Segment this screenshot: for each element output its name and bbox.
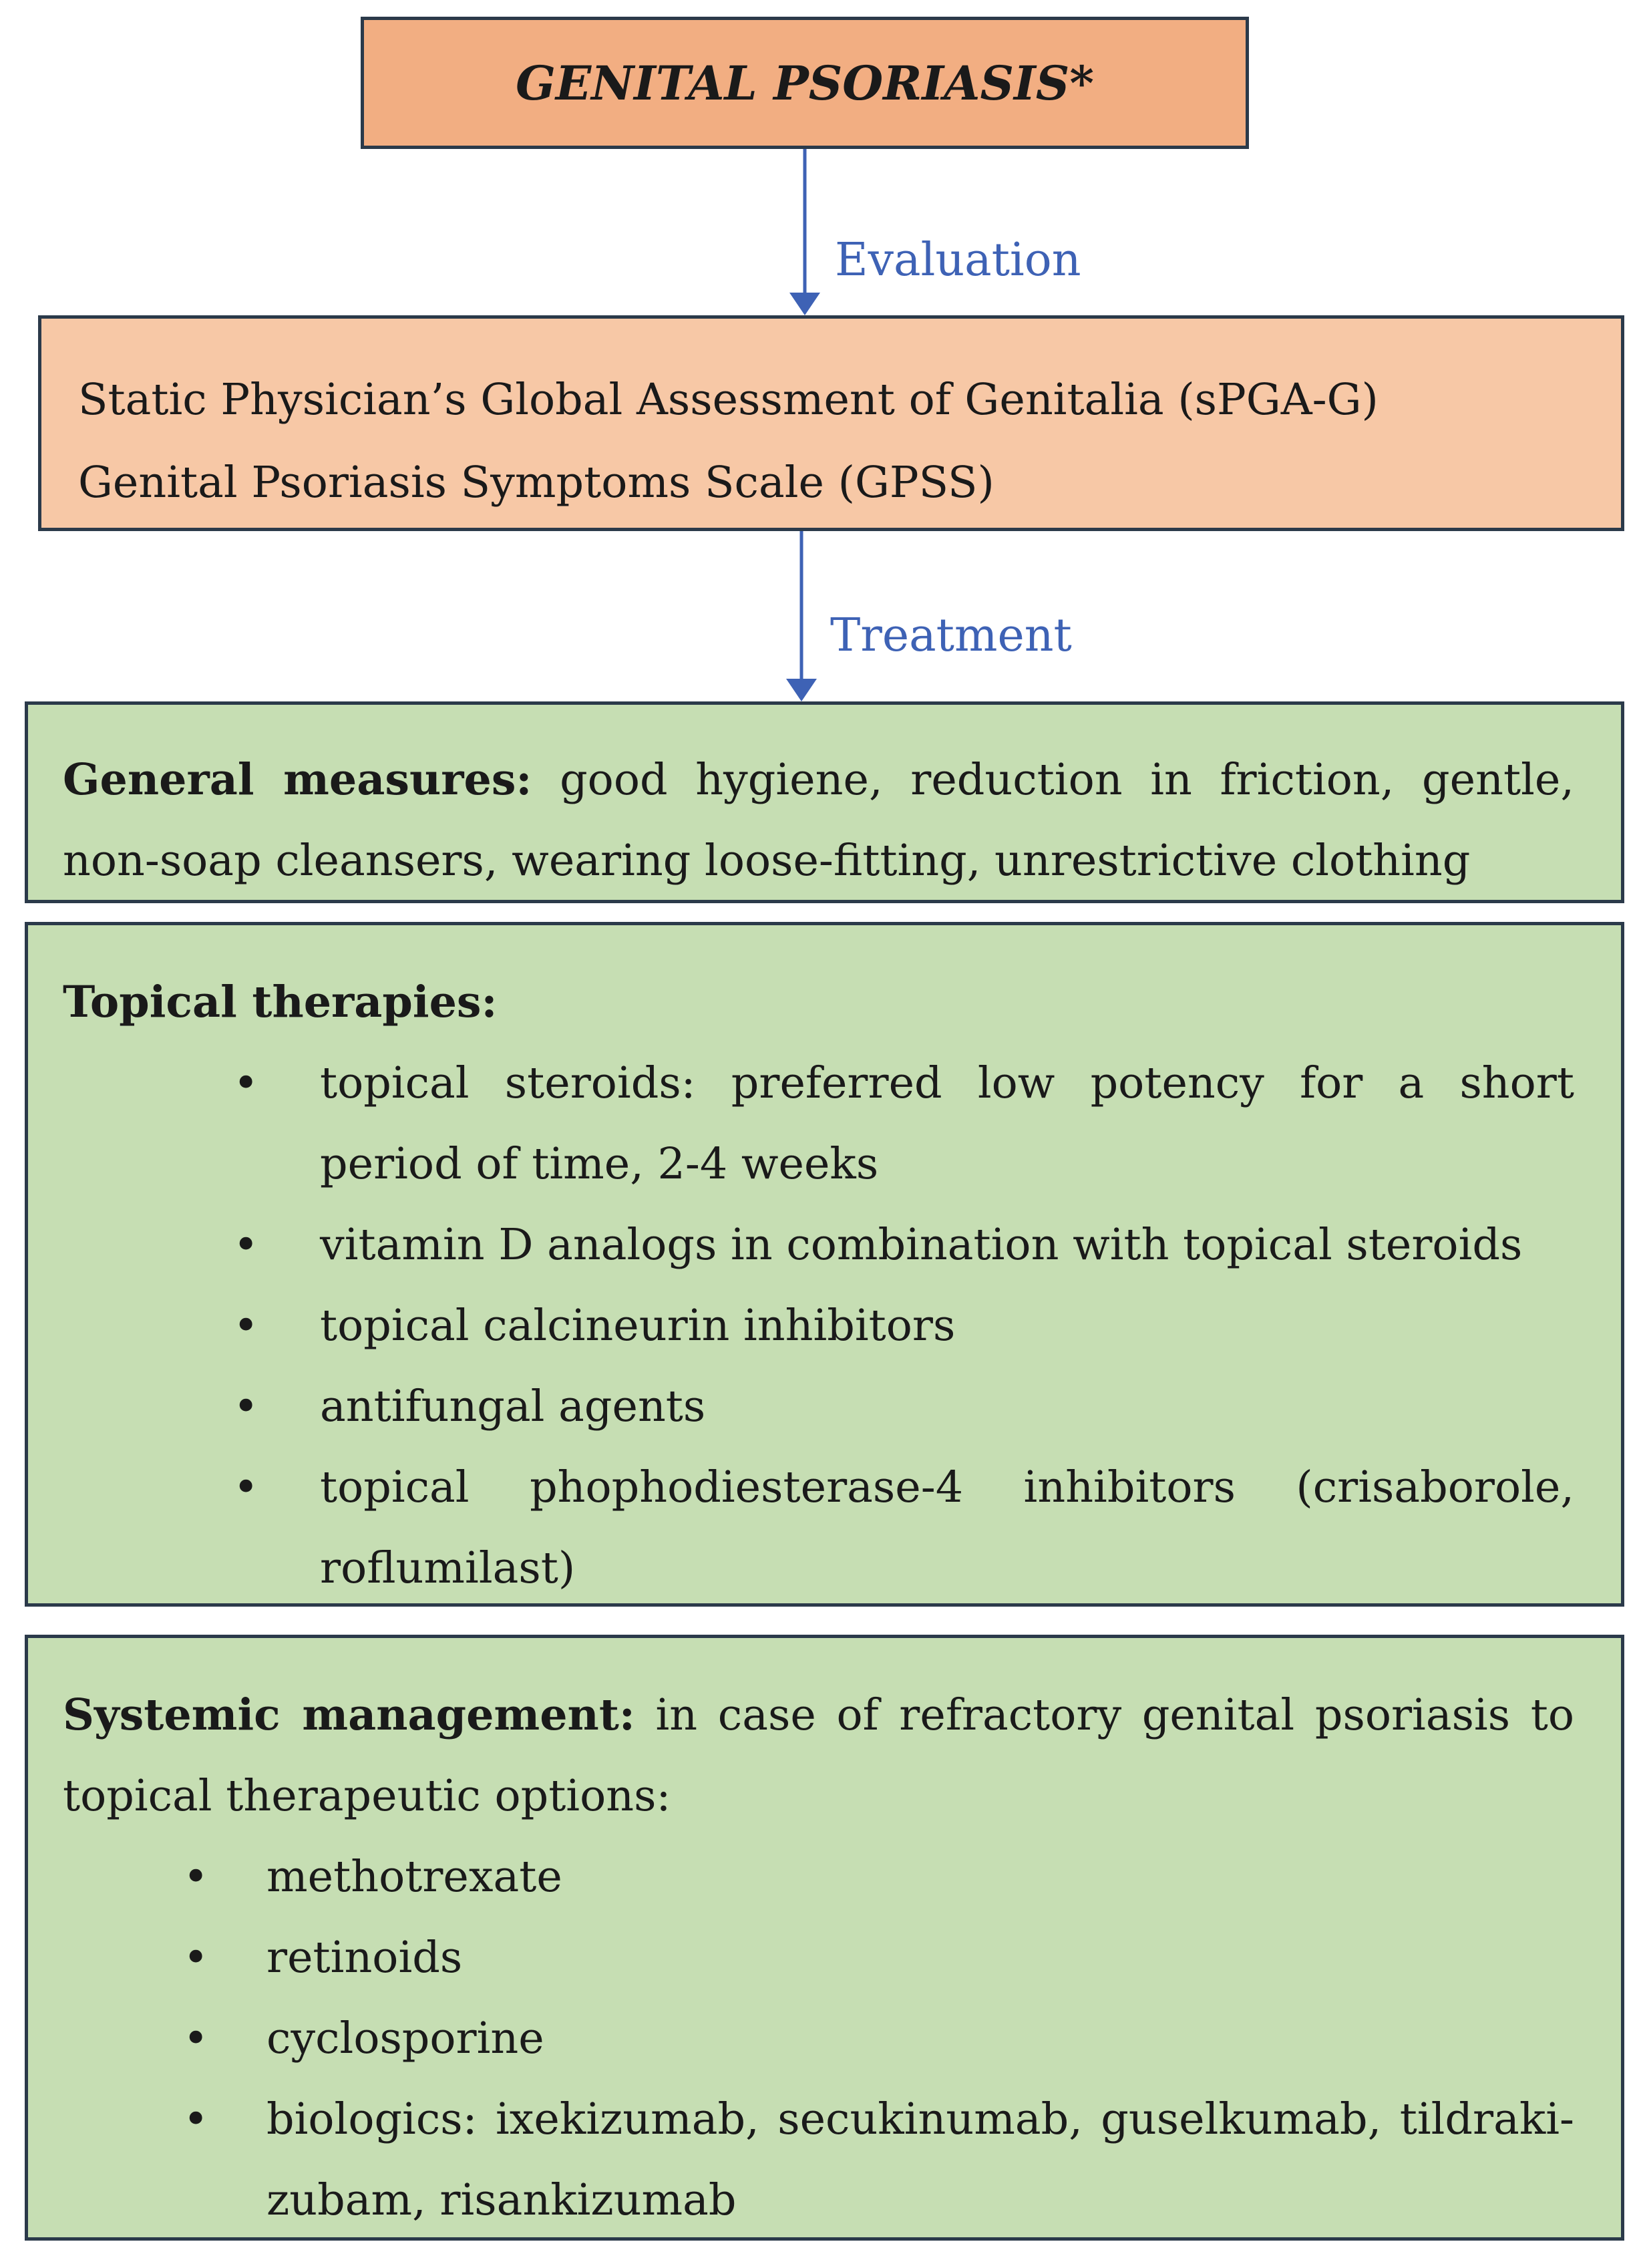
arrow-evaluation [789,149,820,315]
general-measures-heading: General measures: [63,754,532,805]
bullet-icon: • [233,1382,259,1432]
bullet-icon: • [183,2094,209,2144]
list-item: • antifungal agents [63,1366,1574,1447]
evaluation-label: Evaluation [835,234,1081,287]
list-item: • vitamin D analogs in combination with topical steroids [63,1204,1574,1285]
topical-therapies-box [25,922,1624,1607]
bullet-icon: • [233,1220,259,1270]
evaluation-item-gpss: Genital Psoriasis Symptoms Scale (GPSS) [78,458,994,508]
list-item: • topical calcineurin inhibitors [63,1285,1574,1366]
arrow-treatment [786,531,817,701]
bullet-icon: • [233,1462,259,1512]
list-item: • biologics: ixekizumab, secukinumab, guselkumab, tildraki-zubam, risankizumab [63,2079,1574,2241]
systemic-management-box [25,1635,1624,2241]
general-measures-paragraph [63,740,1574,901]
genital-psoriasis-title-box [361,17,1249,149]
systemic-management-text: in case of refractory genital psoriasis to topical therapeutic options: [63,1690,1574,1821]
evaluation-item-spga: Static Physician’s Global Assessment of Genitalia (sPGA-G) [78,375,1379,425]
list-item: • methotrexate [63,1836,1574,1917]
list-item: • topical phophodiesterase-4 inhibitors (crisaborole, roflumilast) [63,1447,1574,1609]
topical-therapies-heading: Topical therapies: [63,977,498,1027]
general-measures-text: good hygiene, reduction in friction, gentle, non-soap cleansers, wearing loose-fitting, unrestrictive clothing [63,755,1575,886]
systemic-management-list [63,1836,1574,2241]
diagram-title: GENITAL PSORIASIS* [516,55,1094,111]
bullet-icon: • [183,1933,209,1983]
systemic-management-heading: Systemic management: [63,1689,635,1740]
bullet-icon: • [233,1301,259,1351]
general-measures-box [25,701,1624,903]
bullet-icon: • [183,1852,209,1902]
bullet-icon: • [233,1058,259,1108]
evaluation-box [38,315,1624,531]
bullet-icon: • [183,2013,209,2064]
list-item: • retinoids [63,1917,1574,1998]
list-item: • topical steroids: preferred low potency for a short period of time, 2-4 weeks [63,1043,1574,1204]
systemic-management-paragraph [63,1675,1574,1836]
topical-therapies-list [63,1043,1574,1609]
treatment-label: Treatment [830,609,1072,662]
list-item: • cyclosporine [63,1998,1574,2079]
